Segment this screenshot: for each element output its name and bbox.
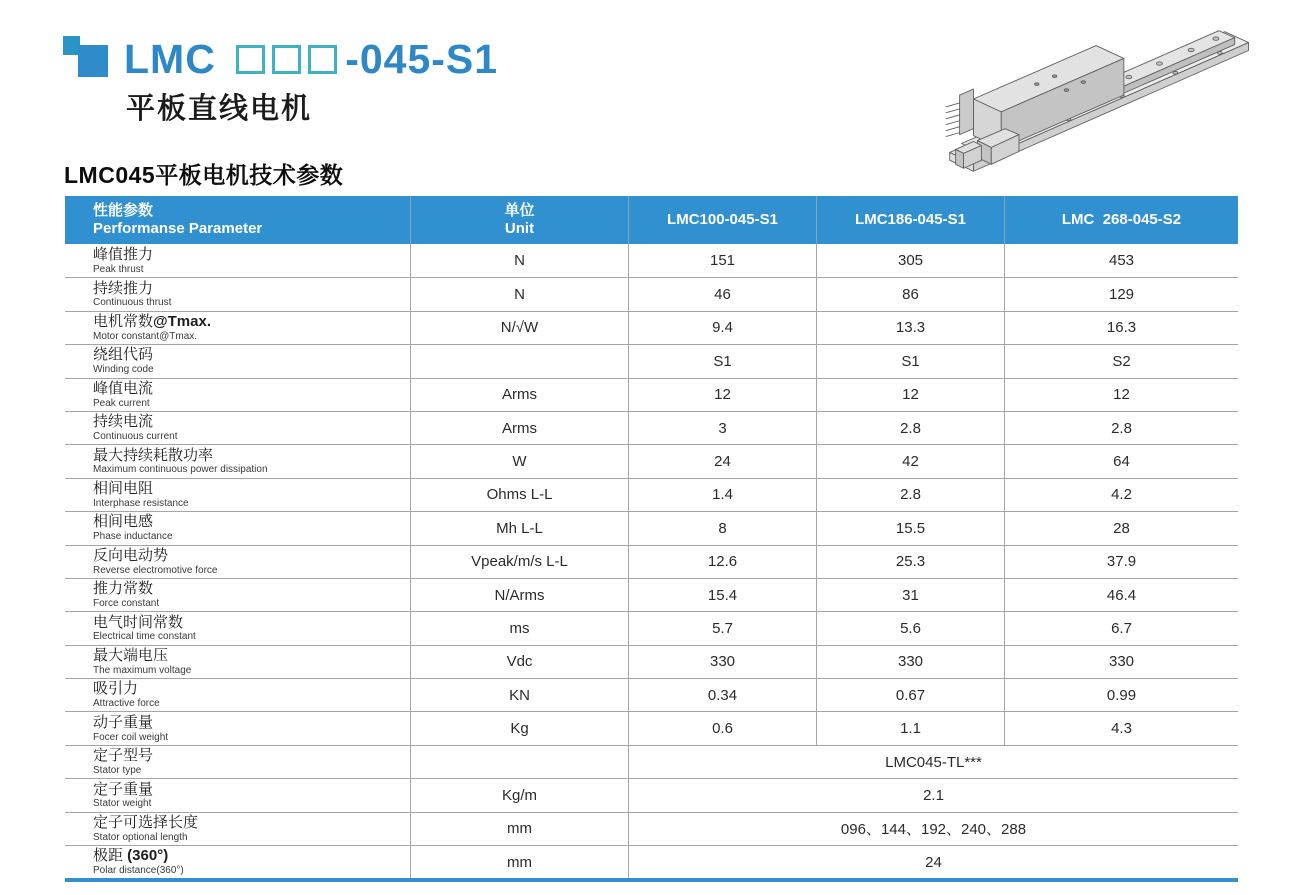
- param-zh-text: 电机常数: [93, 313, 154, 331]
- param-en: Interphase resistance: [93, 497, 189, 509]
- merged-value-cell: LMC045-TL***: [628, 746, 1238, 778]
- param-zh: 推力常数: [93, 580, 154, 598]
- param-zh: [93, 848, 168, 864]
- merged-value-cell: 096、144、192、240、288: [628, 813, 1238, 845]
- value-cell: S2: [1004, 345, 1238, 377]
- value-cell: 151: [628, 244, 816, 277]
- param-zh: 定子型号: [93, 747, 154, 765]
- value-cell: 330: [816, 646, 1004, 678]
- table-row: [65, 745, 1238, 778]
- value-cell: 2.8: [816, 412, 1004, 444]
- page-title: [124, 36, 498, 82]
- param-zh: 持续推力: [93, 279, 154, 297]
- table-row: [65, 845, 1238, 878]
- table-row: [65, 678, 1238, 711]
- param-cell: [65, 244, 410, 277]
- value-cell: 5.7: [628, 612, 816, 644]
- param-cell: [65, 746, 410, 778]
- param-zh: 反向电动势: [93, 546, 169, 564]
- table-row: [65, 277, 1238, 310]
- param-en: Polar distance(360°): [93, 865, 184, 877]
- param-en: Continuous thrust: [93, 297, 172, 309]
- col-header-unit-zh: 单位: [504, 202, 535, 219]
- model-prefix: LMC: [124, 35, 229, 82]
- connector-pins: [946, 89, 974, 136]
- placeholder-square: [272, 45, 301, 74]
- value-cell: 37.9: [1004, 546, 1238, 578]
- unit-cell: N: [410, 278, 628, 310]
- param-cell: [65, 445, 410, 477]
- value-cell: 2.8: [1004, 412, 1238, 444]
- value-cell: 0.99: [1004, 679, 1238, 711]
- table-row: [65, 812, 1238, 845]
- param-en: Continuous current: [93, 431, 178, 443]
- param-en: Phase inductance: [93, 531, 173, 543]
- unit-cell: mm: [410, 846, 628, 878]
- param-zh: 绕组代码: [93, 346, 154, 364]
- table-row: [65, 511, 1238, 544]
- value-cell: 31: [816, 579, 1004, 611]
- col-header-model-1: LMC100-045-S1: [628, 196, 816, 244]
- value-cell: 42: [816, 445, 1004, 477]
- unit-cell: [410, 746, 628, 778]
- unit-cell: W: [410, 445, 628, 477]
- value-cell: 305: [816, 244, 1004, 277]
- value-cell: 46.4: [1004, 579, 1238, 611]
- value-cell: 6.7: [1004, 612, 1238, 644]
- param-zh: 相间电阻: [93, 480, 154, 498]
- col-header-model-3: LMC 268-045-S2: [1004, 196, 1238, 244]
- param-zh-text: 极距: [93, 847, 128, 865]
- unit-cell: Vdc: [410, 646, 628, 678]
- value-cell: 24: [628, 445, 816, 477]
- col-header-parameter: [65, 196, 410, 244]
- unit-cell: N/√W: [410, 312, 628, 344]
- table-header: [65, 196, 1238, 244]
- value-cell: 0.67: [816, 679, 1004, 711]
- product-isometric-drawing: [920, 4, 1300, 192]
- param-cell: [65, 712, 410, 744]
- spec-table: [65, 196, 1238, 882]
- value-cell: 4.2: [1004, 479, 1238, 511]
- param-zh: 动子重量: [93, 713, 154, 731]
- table-body: [65, 244, 1238, 878]
- param-cell: [65, 278, 410, 310]
- table-row: [65, 378, 1238, 411]
- param-cell: [65, 312, 410, 344]
- section-title: LMC045平板电机技术参数: [64, 162, 344, 188]
- param-cell: [65, 412, 410, 444]
- param-zh: 相间电感: [93, 513, 154, 531]
- param-en: Stator optional length: [93, 831, 188, 843]
- value-cell: 5.6: [816, 612, 1004, 644]
- merged-value-cell: 24: [628, 846, 1238, 878]
- placeholder-square: [236, 45, 265, 74]
- param-cell: [65, 646, 410, 678]
- table-row: [65, 578, 1238, 611]
- unit-cell: Ohms L-L: [410, 479, 628, 511]
- param-en: Attractive force: [93, 698, 160, 710]
- value-cell: 12: [816, 379, 1004, 411]
- unit-cell: N/Arms: [410, 579, 628, 611]
- param-en: Winding code: [93, 364, 154, 376]
- merged-value-cell: 2.1: [628, 779, 1238, 811]
- table-row: [65, 478, 1238, 511]
- param-en: Maximum continuous power dissipation: [93, 464, 268, 476]
- model-suffix: -045-S1: [345, 35, 499, 82]
- unit-cell: mm: [410, 813, 628, 845]
- param-en: Reverse electromotive force: [93, 564, 218, 576]
- table-row: [65, 344, 1238, 377]
- param-cell: [65, 612, 410, 644]
- value-cell: 12: [1004, 379, 1238, 411]
- placeholder-square: [308, 45, 337, 74]
- table-row: [65, 711, 1238, 744]
- table-row: [65, 645, 1238, 678]
- param-cell: [65, 579, 410, 611]
- unit-cell: KN: [410, 679, 628, 711]
- unit-cell: N: [410, 244, 628, 277]
- col-header-unit-en: Unit: [504, 220, 535, 237]
- param-zh: [93, 314, 211, 330]
- param-en: The maximum voltage: [93, 664, 192, 676]
- value-cell: 453: [1004, 244, 1238, 277]
- value-cell: 64: [1004, 445, 1238, 477]
- value-cell: 25.3: [816, 546, 1004, 578]
- value-cell: 12.6: [628, 546, 816, 578]
- param-zh-bold: @Tmax.: [153, 313, 211, 331]
- table-row: [65, 244, 1238, 277]
- col-header-unit: [410, 196, 628, 244]
- value-cell: S1: [628, 345, 816, 377]
- param-zh: 最大端电压: [93, 647, 169, 664]
- param-zh: 吸引力: [93, 680, 139, 698]
- param-en: Electrical time constant: [93, 631, 196, 643]
- value-cell: 8: [628, 512, 816, 544]
- col-header-parameter-zh: 性能参数: [93, 202, 154, 219]
- value-cell: S1: [816, 345, 1004, 377]
- table-row: [65, 411, 1238, 444]
- model-placeholder-squares: [236, 45, 337, 74]
- table-row: [65, 545, 1238, 578]
- value-cell: 12: [628, 379, 816, 411]
- value-cell: 1.1: [816, 712, 1004, 744]
- param-cell: [65, 345, 410, 377]
- value-cell: 46: [628, 278, 816, 310]
- unit-cell: Mh L-L: [410, 512, 628, 544]
- value-cell: 15.5: [816, 512, 1004, 544]
- param-zh: 电气时间常数: [93, 613, 184, 631]
- table-row: [65, 611, 1238, 644]
- value-cell: 9.4: [628, 312, 816, 344]
- param-en: Force constant: [93, 597, 160, 609]
- table-row: [65, 444, 1238, 477]
- param-en: Focer coil weight: [93, 731, 169, 743]
- param-cell: [65, 379, 410, 411]
- param-cell: [65, 846, 410, 878]
- value-cell: 13.3: [816, 312, 1004, 344]
- unit-cell: [410, 345, 628, 377]
- value-cell: 86: [816, 278, 1004, 310]
- unit-cell: Arms: [410, 379, 628, 411]
- product-subtitle: 平板直线电机: [126, 93, 313, 125]
- param-zh: 最大持续耗散功率: [93, 446, 214, 464]
- col-header-model-2: LMC186-045-S1: [816, 196, 1004, 244]
- param-en: Peak thrust: [93, 263, 144, 275]
- unit-cell: Arms: [410, 412, 628, 444]
- table-row: [65, 778, 1238, 811]
- param-cell: [65, 546, 410, 578]
- value-cell: 330: [1004, 646, 1238, 678]
- unit-cell: Kg: [410, 712, 628, 744]
- value-cell: 129: [1004, 278, 1238, 310]
- value-cell: 3: [628, 412, 816, 444]
- param-cell: [65, 779, 410, 811]
- value-cell: 2.8: [816, 479, 1004, 511]
- value-cell: 28: [1004, 512, 1238, 544]
- param-cell: [65, 813, 410, 845]
- col-header-parameter-en: Performanse Parameter: [93, 220, 263, 237]
- value-cell: 1.4: [628, 479, 816, 511]
- param-zh: 持续电流: [93, 413, 154, 431]
- unit-cell: Vpeak/m/s L-L: [410, 546, 628, 578]
- param-zh: 峰值电流: [93, 379, 154, 397]
- logo-square-big: [78, 45, 108, 77]
- param-zh: 峰值推力: [93, 245, 154, 263]
- param-en: Stator weight: [93, 798, 152, 810]
- param-cell: [65, 679, 410, 711]
- value-cell: 16.3: [1004, 312, 1238, 344]
- param-en: Motor constant@Tmax.: [93, 330, 198, 342]
- param-en: Stator type: [93, 764, 142, 776]
- value-cell: 0.6: [628, 712, 816, 744]
- unit-cell: ms: [410, 612, 628, 644]
- param-cell: [65, 512, 410, 544]
- table-row: [65, 311, 1238, 344]
- value-cell: 15.4: [628, 579, 816, 611]
- value-cell: 0.34: [628, 679, 816, 711]
- param-en: Peak current: [93, 397, 150, 409]
- unit-cell: Kg/m: [410, 779, 628, 811]
- value-cell: 4.3: [1004, 712, 1238, 744]
- param-zh-bold: (360°): [127, 847, 169, 865]
- param-zh: 定子重量: [93, 780, 154, 798]
- param-zh: 定子可选择长度: [93, 813, 199, 831]
- param-cell: [65, 479, 410, 511]
- value-cell: 330: [628, 646, 816, 678]
